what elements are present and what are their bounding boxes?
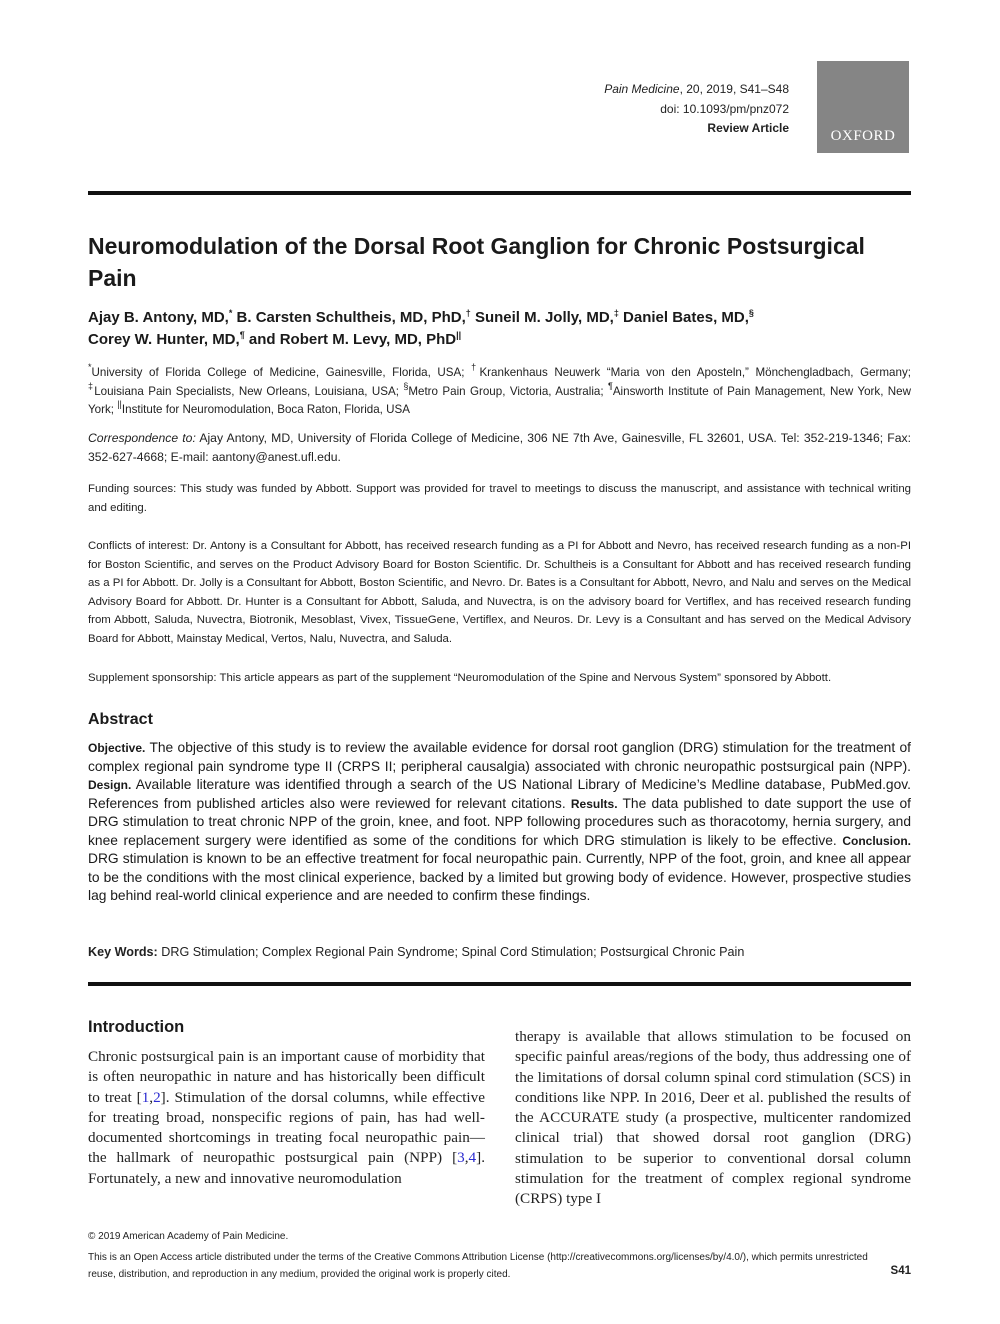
conflicts-statement: Conflicts of interest: Dr. Antony is a Consultant for Abbott, has received research funding as a PI for Abbott and Nevro, has received research funding as a non-PI for Boston Scientific, and serves on the Product Advisory Board for Boston Scientific. Dr. Schultheis is a Consultant for Abbott and has received research funding as a PI for Abbott. Dr. Jolly is a Consultant for Abbott, Boston Scientific, and Nevro. Dr. Bates is a Consultant for Abbott, Nevro, and Nalu and serves on the Medical Advisory Board for Abbott. Dr. Hunter is a Consultant for Abbott, Saluda, and Nuvectra, is on the advisory board for Vertiflex, and has received research funding from Abbott, Saluda, Nuvectra, Biotronik, Mesoblast, Vivex, TissueGene, Vertiflex, and Neuros. Dr. Levy is a Consultant and has served on the Medical Advisory Board for Abbott, Mainstay Medical, Vertos, Nalu, Nuvectra, and Saluda. (88, 540, 911, 645)
affiliation: ¶Ainsworth Institute of Pain Management, New York, New York; (88, 380, 912, 416)
author-list (88, 307, 911, 350)
abstract-text-design: Available literature was identified through a search of the US National Library of Medicine’s Medline database, PubMed.gov. References from published articles also were reviewed for relevant citations. (88, 777, 911, 811)
footer-copyright: © 2019 American Academy of Pain Medicine. (88, 1231, 289, 1242)
keywords (88, 943, 911, 961)
supplement-statement: Supplement sponsorship: This article appears as part of the supplement “Neuromodulation of the Spine and Nervous System” sponsored by Abbott. (88, 672, 832, 684)
affiliation: ‡Louisiana Pain Specialists, New Orleans, Louisiana, USA; (88, 380, 404, 398)
journal-citation (604, 80, 789, 139)
introduction-column-right: therapy is available that allows stimulation to be focused on specific painful areas/regions of the body, thus addressing one of the limitations of dorsal column spinal cord stimulation (SCS) in conditions like NPP. In 2016, Deer et al. published the results of the ACCURATE study (a prospective, multicenter randomized clinical trial) that showed dorsal root ganglion (DRG) stimulation to be superior to conventional dorsal column stimulation for the treatment of complex regional syndrome (CRPS) type I (515, 1028, 911, 1208)
abstract-heading: Abstract (88, 711, 153, 728)
publisher-logo-text: OXFORD (830, 128, 896, 144)
journal-name: Pain Medicine (604, 82, 680, 96)
abstract-label-results: Results. (570, 796, 618, 811)
affiliation: ||Institute for Neuromodulation, Boca Raton, Florida, USA (117, 399, 410, 416)
article-title: Neuromodulation of the Dorsal Root Ganglion for Chronic Postsurgical Pain (88, 233, 865, 291)
header-rule (88, 191, 911, 195)
author: Ajay B. Antony, MD,* (88, 308, 233, 326)
abstract-body (88, 739, 911, 906)
abstract-text-objective: The objective of this study is to review the available evidence for dorsal root ganglion (DRG) stimulation for the treatment of complex regional pain syndrome type II (CRPS II; peripheral causalgia) associated with chronic neuropathic postsurgical pain (NPP). (88, 740, 911, 774)
author: Suneil M. Jolly, MD,‡ (474, 308, 619, 326)
abstract-text-conclusion: DRG stimulation is known to be an effective treatment for focal neuropathic pain. Currently, NPP of the foot, groin, and knee all appear to be the conditions with the most clinical experience, backed by a limited but growing body of evidence. However, prospective studies lag behind real-world clinical experience and are needed to confirm these findings. (88, 851, 911, 903)
journal-volume-line (604, 80, 789, 100)
introduction-heading: Introduction (88, 1018, 185, 1036)
abstract-label-objective: Objective. (88, 741, 146, 755)
author: Corey W. Hunter, MD,¶ (88, 329, 245, 348)
doi: doi: 10.1093/pm/pnz072 (660, 101, 789, 116)
author: Daniel Bates, MD,§ (623, 308, 754, 326)
keywords-label: Key Words: (88, 945, 158, 959)
correspondence-text: Ajay Antony, MD, University of Florida College of Medicine, 306 NE 7th Ave, Gainesville, FL 32601, USA. Tel: 352-219-1346; Fax: 352-627-4668; E-mail: aantony@anest.ufl.edu. (88, 431, 911, 464)
article-type: Review Article (707, 121, 789, 135)
citation-link[interactable]: 3 (457, 1149, 465, 1167)
author: and Robert M. Levy, MD, PhD|| (248, 329, 462, 348)
funding-statement: Funding sources: This study was funded by Abbott. Support was provided for travel to meetings to discuss the manuscript, and assistance with technical writing and editing. (88, 483, 911, 514)
citation-link[interactable]: 2 (153, 1088, 161, 1106)
footer-license: This is an Open Access article distributed under the terms of the Creative Commons Attribution License (http://creativecommons.org/licenses/by/4.0/), which permits unrestricted reuse, distribution, and reproduction in any medium, provided the original work is properly cited. (88, 1252, 868, 1280)
section-rule (88, 982, 911, 986)
affiliation: §Metro Pain Group, Victoria, Australia; (403, 380, 608, 398)
correspondence-label: Correspondence to: (88, 431, 196, 445)
citation-link[interactable]: 4 (468, 1149, 477, 1167)
publisher-logo (817, 61, 909, 153)
page-number: S41 (890, 1265, 911, 1277)
abstract-label-conclusion: Conclusion. (842, 833, 911, 848)
affiliation: †Krankenhaus Neuwerk “Maria von den Aposteln,” Mönchengladbach, Germany; (471, 362, 911, 379)
affiliation: *University of Florida College of Medicine, Gainesville, Florida, USA; (88, 362, 472, 379)
abstract-text-results: The data published to date support the use of DRG stimulation to treat chronic NPP of the groin, knee, and foot. NPP following procedures such as thoracotomy, hernia surgery, and knee replacement surgery were identified as some of the conditions for which DRG stimulation is likely to be effective. (88, 795, 911, 848)
affiliations (88, 364, 911, 420)
journal-volume-pages: , 20, 2019, S41–S48 (679, 82, 789, 96)
abstract-label-design: Design. (88, 778, 132, 792)
author: B. Carsten Schultheis, MD, PhD,† (236, 308, 471, 326)
keywords-text: DRG Stimulation; Complex Regional Pain Syndrome; Spinal Cord Stimulation; Postsurgical Chronic Pain (157, 945, 745, 959)
correspondence (88, 429, 911, 466)
introduction-column-left: Chronic postsurgical pain is an important cause of morbidity that is often neuropathic in nature and has historically been difficult to treat [1,2]. Stimulation of the dorsal columns, while effective for treating broad, nonspecific regions of pain, has had well-documented shortcomings in treating focal neuropathic pain—the hallmark of neuropathic postsurgical pain (NPP) [3,4]. Fortunately, a new and innovative neuromodulation (88, 1048, 485, 1187)
citation-link[interactable]: 1 (141, 1088, 150, 1106)
